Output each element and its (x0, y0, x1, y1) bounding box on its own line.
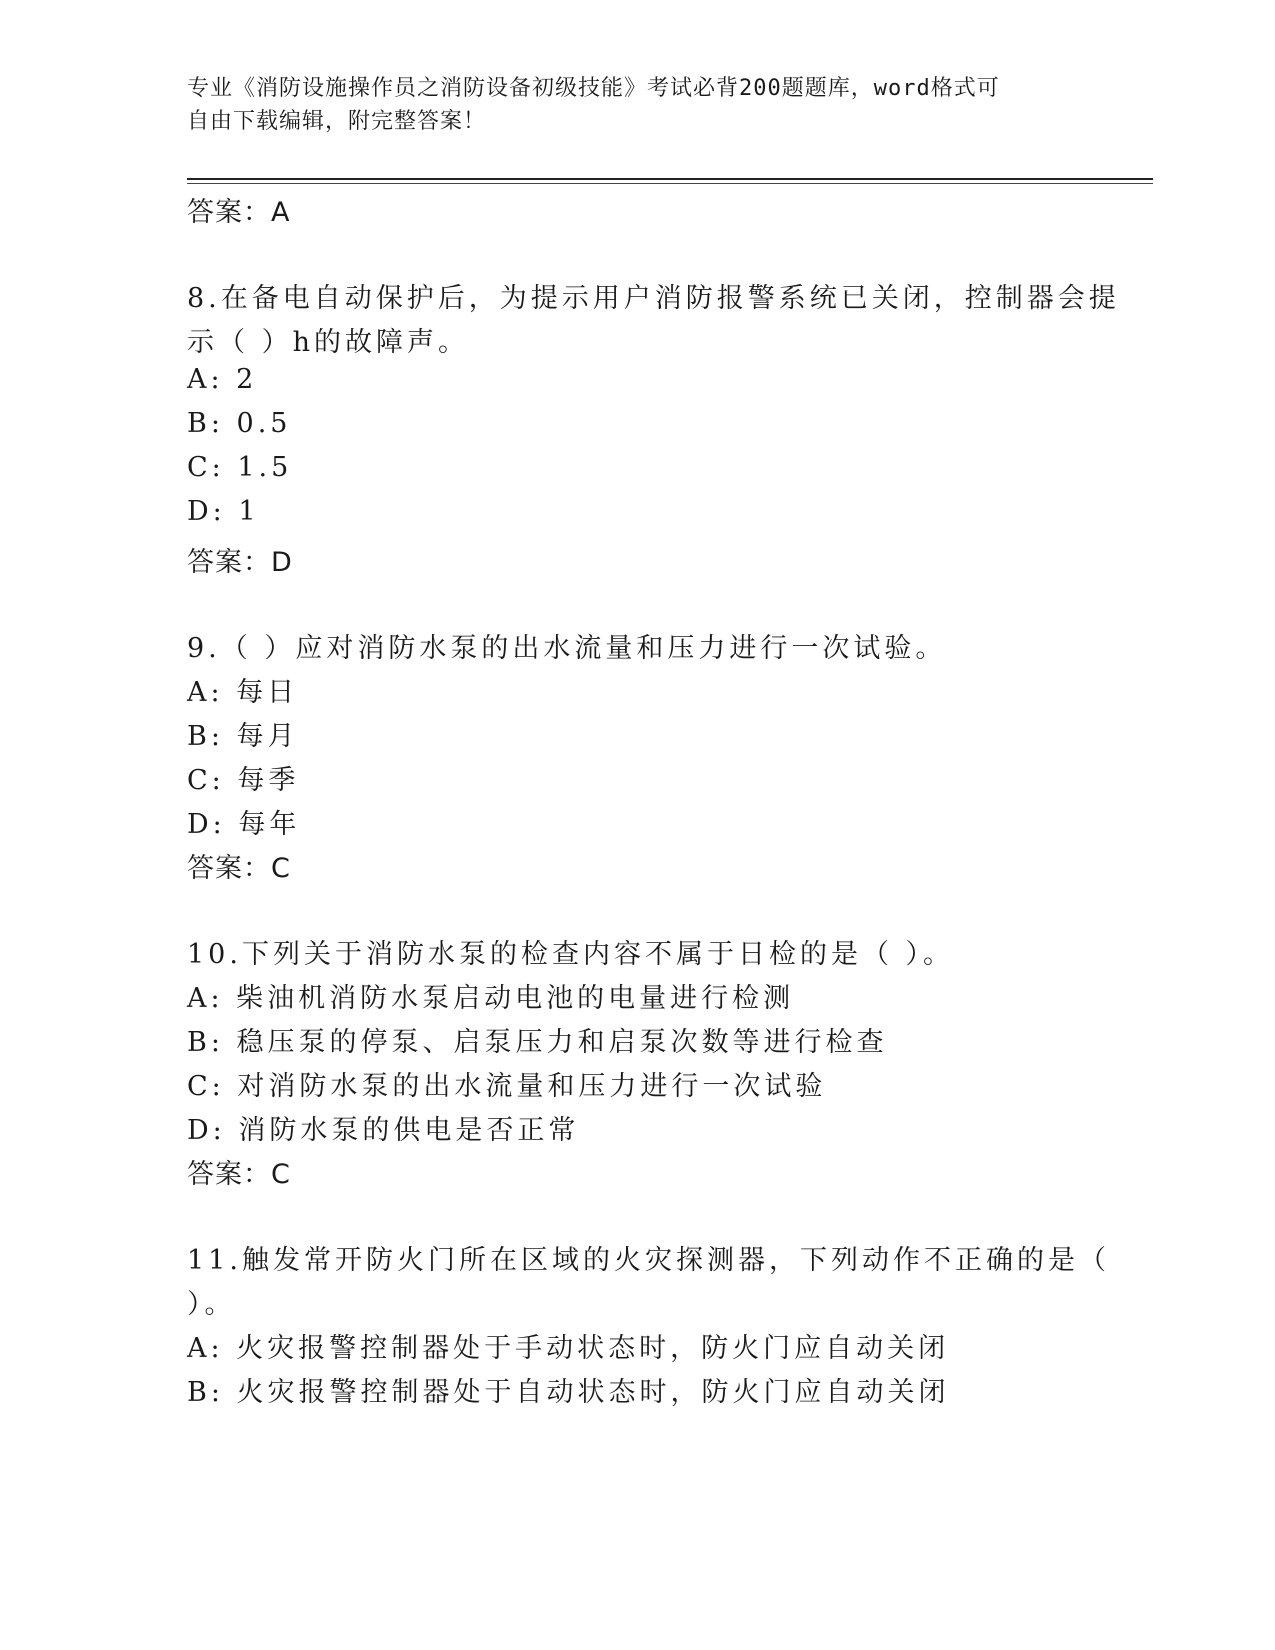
question-8-option-b: B: 0.5 (187, 408, 292, 439)
question-8-answer: 答案：D (187, 547, 293, 578)
question-10-option-a: A: 柴油机消防水泵启动电池的电量进行检测 (187, 983, 795, 1014)
question-8-option-a: A: 2 (187, 364, 258, 395)
previous-answer: 答案：A (187, 197, 291, 228)
question-10-stem-line-1: 10.下列关于消防水泵的检查内容不属于日检的是（ ）。 (187, 939, 955, 970)
question-9-option-c: C: 每季 (187, 765, 300, 796)
question-8-option-d: D: 1 (187, 496, 260, 527)
question-9-answer: 答案：C (187, 853, 291, 884)
question-10-option-d: D: 消防水泵的供电是否正常 (187, 1115, 580, 1146)
header-line-1: 专业《消防设施操作员之消防设备初级技能》考试必背200题题库，word格式可 (187, 76, 1000, 101)
question-9-option-a: A: 每日 (187, 677, 299, 708)
question-8-stem-line-2: 示（ ）h的故障声。 (187, 327, 469, 358)
question-10-answer: 答案：C (187, 1159, 291, 1190)
question-8-stem-line-1: 8.在备电自动保护后，为提示用户消防报警系统已关闭，控制器会提 (187, 283, 1120, 314)
question-11-stem-line-1: 11.触发常开防火门所在区域的火灾探测器，下列动作不正确的是（ (187, 1245, 1110, 1276)
question-11-option-a: A: 火灾报警控制器处于手动状态时，防火门应自动关闭 (187, 1333, 950, 1364)
question-8-option-c: C: 1.5 (187, 452, 293, 483)
document-header (187, 72, 1087, 138)
question-9-option-d: D: 每年 (187, 809, 301, 840)
header-rule-thick (187, 178, 1153, 180)
question-11-stem-line-2: ）。 (187, 1289, 236, 1320)
question-9-stem-line-1: 9.（ ）应对消防水泵的出水流量和压力进行一次试验。 (187, 633, 947, 664)
question-9-option-b: B: 每月 (187, 721, 299, 752)
header-line-2: 自由下载编辑，附完整答案！ (187, 109, 487, 134)
question-10-option-b: B: 稳压泵的停泵、启泵压力和启泵次数等进行检查 (187, 1027, 888, 1058)
question-11-option-b: B: 火灾报警控制器处于自动状态时，防火门应自动关闭 (187, 1377, 950, 1408)
question-10-option-c: C: 对消防水泵的出水流量和压力进行一次试验 (187, 1071, 827, 1102)
header-rule-thin (187, 183, 1153, 184)
